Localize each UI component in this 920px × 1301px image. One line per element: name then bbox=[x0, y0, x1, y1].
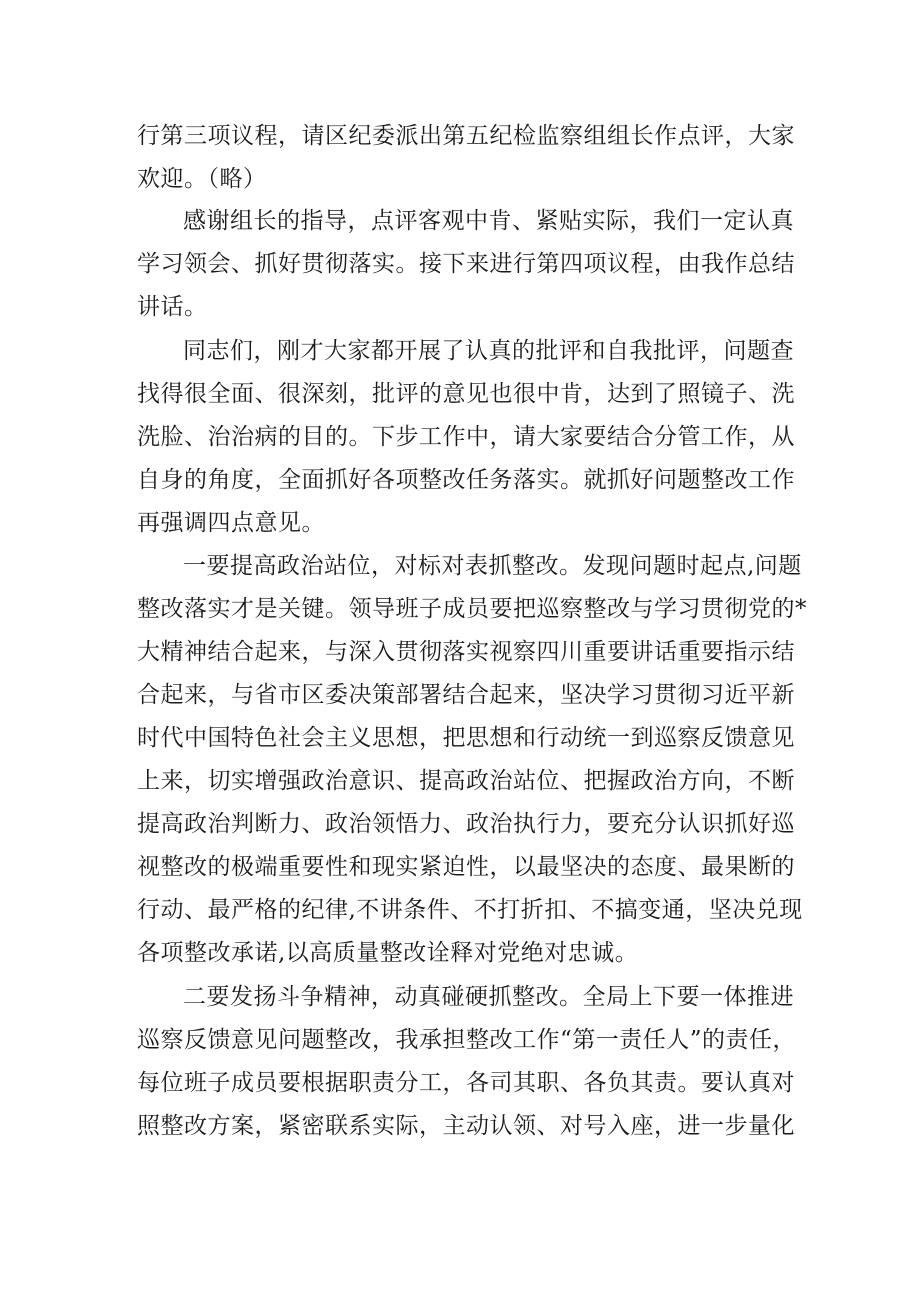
text-line: 再强调四点意见。 bbox=[137, 510, 325, 536]
text-line: 各项整改承诺,以高质量整改诠释对党绝对忠诚。 bbox=[137, 940, 639, 966]
text-line: 自身的角度，全面抓好各项整改任务落实。就抓好问题整改工作 bbox=[137, 467, 795, 493]
paragraph-first-line: 感谢组长的指导，点评客观中肯、紧贴实际，我们一定认真 bbox=[183, 208, 794, 234]
text-line: 行第三项议程，请区纪委派出第五纪检监察组组长作点评，大家 bbox=[137, 123, 795, 149]
text-line: 上来，切实增强政治意识、提高政治站位、把握政治方向，不断 bbox=[137, 768, 795, 794]
text-line: 时代中国特色社会主义思想，把思想和行动统一到巡察反馈意见 bbox=[137, 725, 795, 751]
text-line: 整改落实才是关键。领导班子成员要把巡察整改与学习贯彻党的* bbox=[137, 596, 807, 622]
text-line: 巡察反馈意见问题整改，我承担整改工作“第一责任人”的责任， bbox=[137, 1027, 797, 1053]
text-line: 洗脸、治治病的目的。下步工作中，请大家要结合分管工作，从 bbox=[137, 424, 795, 450]
text-line: 行动、最严格的纪律,不讲条件、不打折扣、不搞变通，坚决兑现 bbox=[137, 897, 803, 923]
text-line: 视整改的极端重要性和现实紧迫性，以最坚决的态度、最果断的 bbox=[137, 854, 795, 880]
text-line: 学习领会、抓好贯彻落实。接下来进行第四项议程，由我作总结 bbox=[137, 251, 795, 277]
paragraph-first-line: 同志们，刚才大家都开展了认真的批评和自我批评，问题查 bbox=[183, 338, 794, 364]
text-line: 每位班子成员要根据职责分工，各司其职、各负其责。要认真对 bbox=[137, 1070, 795, 1096]
text-line: 讲话。 bbox=[137, 294, 208, 320]
text-line: 提高政治判断力、政治领悟力、政治执行力，要充分认识抓好巡 bbox=[137, 811, 795, 837]
paragraph-first-line: 一要提高政治站位，对标对表抓整改。发现问题时起点,问题 bbox=[183, 553, 802, 579]
text-line: 合起来，与省市区委决策部署结合起来，坚决学习贯彻习近平新 bbox=[137, 682, 795, 708]
text-line: 照整改方案，紧密联系实际，主动认领、对号入座，进一步量化 bbox=[137, 1113, 795, 1139]
text-line: 找得很全面、很深刻，批评的意见也很中肯，达到了照镜子、洗 bbox=[137, 381, 795, 407]
paragraph-first-line: 二要发扬斗争精神，动真碰硬抓整改。全局上下要一体推进 bbox=[183, 984, 794, 1010]
text-line: 大精神结合起来，与深入贯彻落实视察四川重要讲话重要指示结 bbox=[137, 639, 795, 665]
text-line: 欢迎。（略） bbox=[137, 166, 267, 192]
